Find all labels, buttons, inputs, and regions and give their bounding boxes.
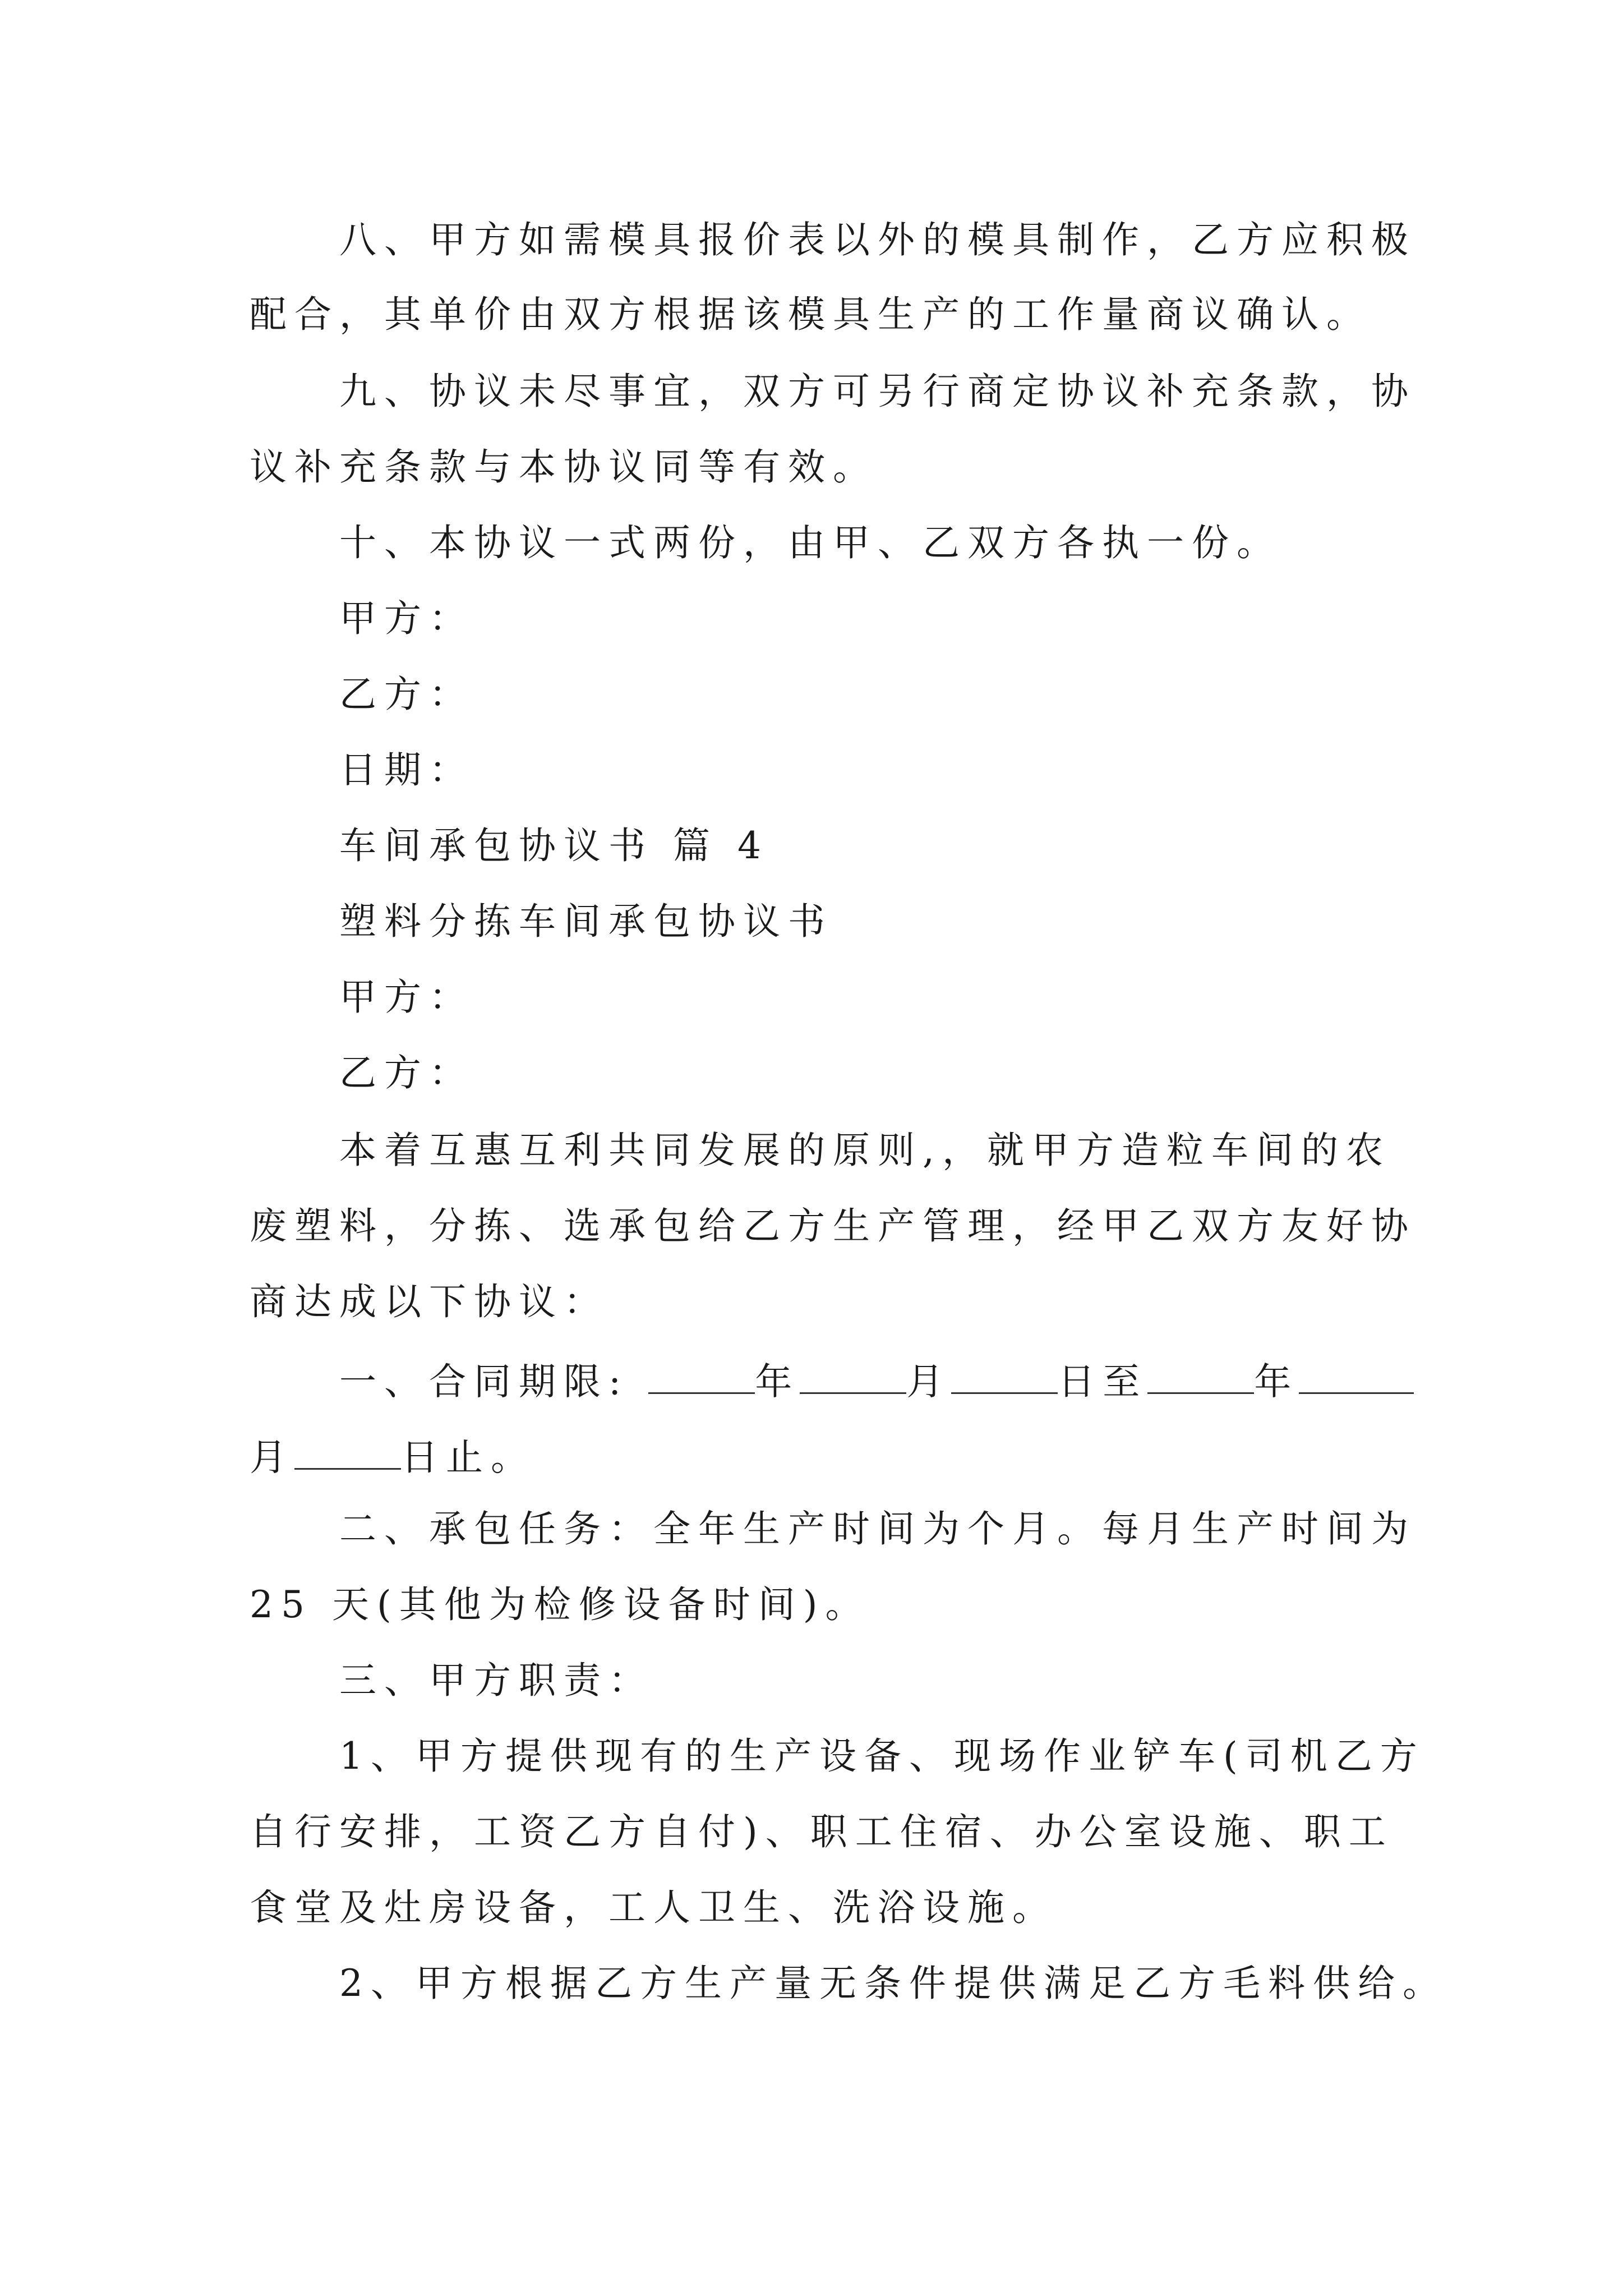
month-label: 月 [906, 1360, 952, 1404]
blank-field [1147, 1359, 1254, 1394]
contract-term-label: 一、合同期限: [339, 1360, 629, 1404]
date-label: 日期： [339, 748, 474, 792]
party-a-label-2: 甲方： [339, 976, 474, 1019]
month-label: 月 [250, 1435, 294, 1479]
paragraph-10: 十、本协议一式两份，由甲、乙双方各执一份。 [339, 521, 1281, 564]
duty-1-line-3: 食堂及灶房设备，工人卫生、洗浴设施。 [250, 1886, 1057, 1929]
intro-line-2: 废塑料，分拣、选承包给乙方生产管理，经甲乙双方友好协 [250, 1204, 1416, 1248]
party-a-duties-heading: 三、甲方职责： [339, 1659, 653, 1702]
contract-term-line-1 [339, 1359, 1414, 1404]
paragraph-8-line-1: 八、甲方如需模具报价表以外的模具制作，乙方应积极 [339, 218, 1416, 261]
paragraph-8-line-2: 配合，其单价由双方根据该模具生产的工作量商议确认。 [250, 293, 1371, 336]
paragraph-9-line-1: 九、协议未尽事宜，双方可另行商定协议补充条款，协 [339, 370, 1416, 413]
day-to-label: 日至 [1058, 1360, 1148, 1404]
intro-line-1: 本着互惠互利共同发展的原则,，就甲方造粒车间的农 [339, 1129, 1391, 1172]
duty-1-line-1: 1、甲方提供现有的生产设备、现场作业铲车(司机乙方 [339, 1734, 1425, 1778]
paragraph-9-line-2: 议补充条款与本协议同等有效。 [250, 445, 878, 489]
duty-2: 2、甲方根据乙方生产量无条件提供满足乙方毛料供给。 [339, 1962, 1447, 2005]
party-b-label: 乙方： [339, 673, 474, 716]
year-label: 年 [755, 1360, 800, 1404]
task-line-1: 二、承包任务：全年生产时间为个月。每月生产时间为 [339, 1507, 1416, 1550]
contract-term-line-2 [250, 1435, 536, 1479]
day-end-label: 日止。 [401, 1435, 536, 1479]
blank-field [294, 1435, 401, 1470]
blank-field [648, 1359, 755, 1394]
blank-field [1299, 1359, 1414, 1394]
blank-field [800, 1359, 906, 1394]
intro-line-3: 商达成以下协议： [250, 1280, 608, 1323]
party-a-label: 甲方： [339, 597, 474, 640]
document-title: 塑料分拣车间承包协议书 [339, 900, 833, 943]
task-line-2: 25 天(其他为检修设备时间)。 [250, 1583, 870, 1626]
party-b-label-2: 乙方： [339, 1051, 474, 1094]
blank-field [951, 1359, 1058, 1394]
year-label: 年 [1254, 1360, 1299, 1404]
section-heading: 车间承包协议书 篇 4 [339, 824, 769, 867]
duty-1-line-2: 自行安排，工资乙方自付)、职工住宿、办公室设施、职工 [250, 1810, 1394, 1853]
